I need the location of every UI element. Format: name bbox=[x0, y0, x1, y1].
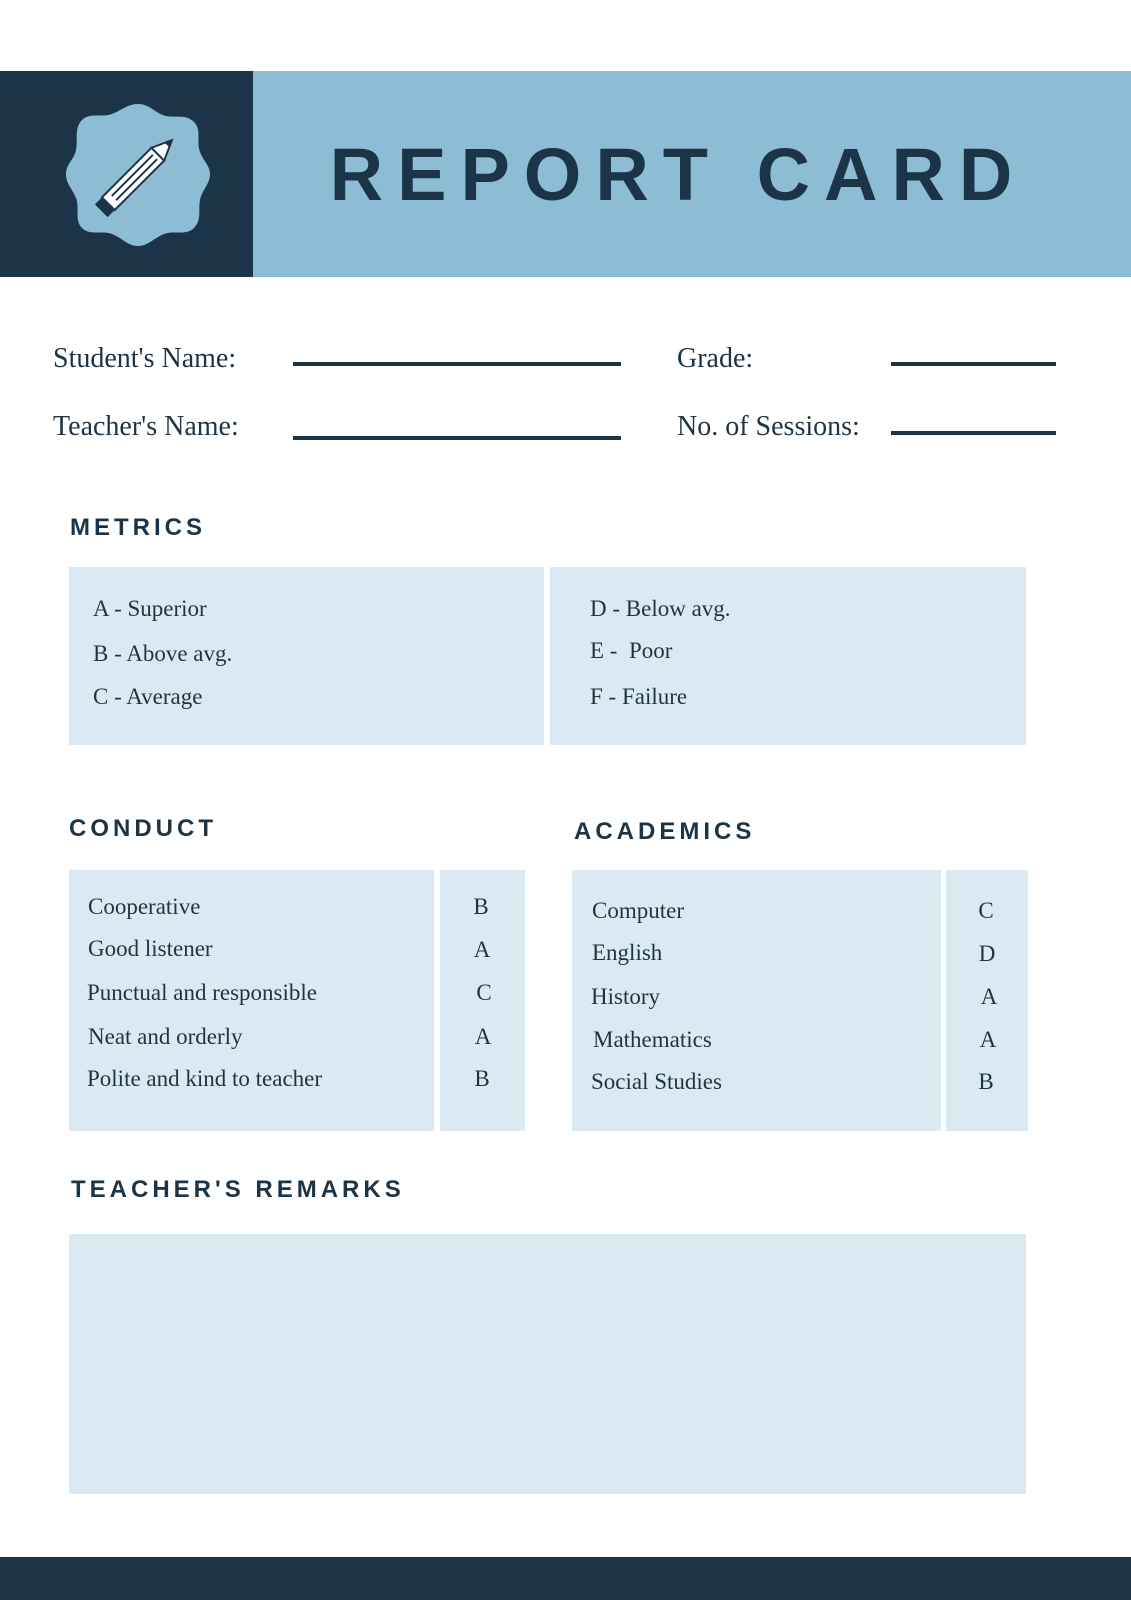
conduct-grade: C bbox=[476, 980, 492, 1005]
pencil-icon bbox=[64, 100, 212, 248]
academics-grade: B bbox=[978, 1069, 994, 1094]
academics-grade: C bbox=[978, 898, 994, 923]
grade-label: Grade: bbox=[677, 343, 754, 374]
teacher-name-field[interactable] bbox=[293, 436, 621, 440]
footer-bar bbox=[0, 1557, 1131, 1600]
page-title: REPORT CARD bbox=[329, 132, 1027, 216]
metric-item: A - Superior bbox=[93, 596, 207, 621]
conduct-grade: B bbox=[473, 894, 489, 919]
teacher-name-label: Teacher's Name: bbox=[53, 411, 239, 442]
conduct-label: Polite and kind to teacher bbox=[87, 1066, 323, 1091]
metric-item: F - Failure bbox=[590, 684, 688, 709]
academics-label: History bbox=[591, 984, 660, 1009]
metrics-heading: METRICS bbox=[70, 514, 206, 541]
academics-heading: ACADEMICS bbox=[574, 818, 756, 845]
conduct-heading: CONDUCT bbox=[69, 815, 217, 842]
remarks-box[interactable] bbox=[69, 1234, 1026, 1494]
academics-label: Mathematics bbox=[593, 1027, 712, 1052]
sessions-field[interactable] bbox=[891, 431, 1056, 435]
grade-field[interactable] bbox=[891, 362, 1056, 366]
academics-grade: A bbox=[980, 984, 998, 1009]
sessions-label: No. of Sessions: bbox=[677, 411, 860, 442]
metric-item: B - Above avg. bbox=[93, 641, 233, 666]
conduct-label: Cooperative bbox=[88, 894, 201, 919]
remarks-heading: TEACHER'S REMARKS bbox=[71, 1176, 405, 1203]
metric-item: E - Poor bbox=[590, 638, 673, 663]
metric-item: D - Below avg. bbox=[590, 596, 731, 621]
academics-label: Social Studies bbox=[591, 1069, 722, 1094]
student-name-field[interactable] bbox=[293, 362, 621, 366]
student-name-label: Student's Name: bbox=[53, 343, 237, 374]
conduct-grade: B bbox=[474, 1066, 490, 1091]
conduct-label: Neat and orderly bbox=[88, 1024, 243, 1049]
conduct-grade: A bbox=[474, 1024, 492, 1049]
academics-grade: D bbox=[978, 941, 996, 966]
academics-label: English bbox=[592, 940, 663, 965]
academics-grade: A bbox=[979, 1027, 997, 1052]
conduct-grade: A bbox=[473, 937, 491, 962]
conduct-label: Good listener bbox=[88, 936, 213, 961]
metric-item: C - Average bbox=[93, 684, 203, 709]
conduct-label: Punctual and responsible bbox=[87, 980, 317, 1005]
academics-label: Computer bbox=[592, 898, 684, 923]
